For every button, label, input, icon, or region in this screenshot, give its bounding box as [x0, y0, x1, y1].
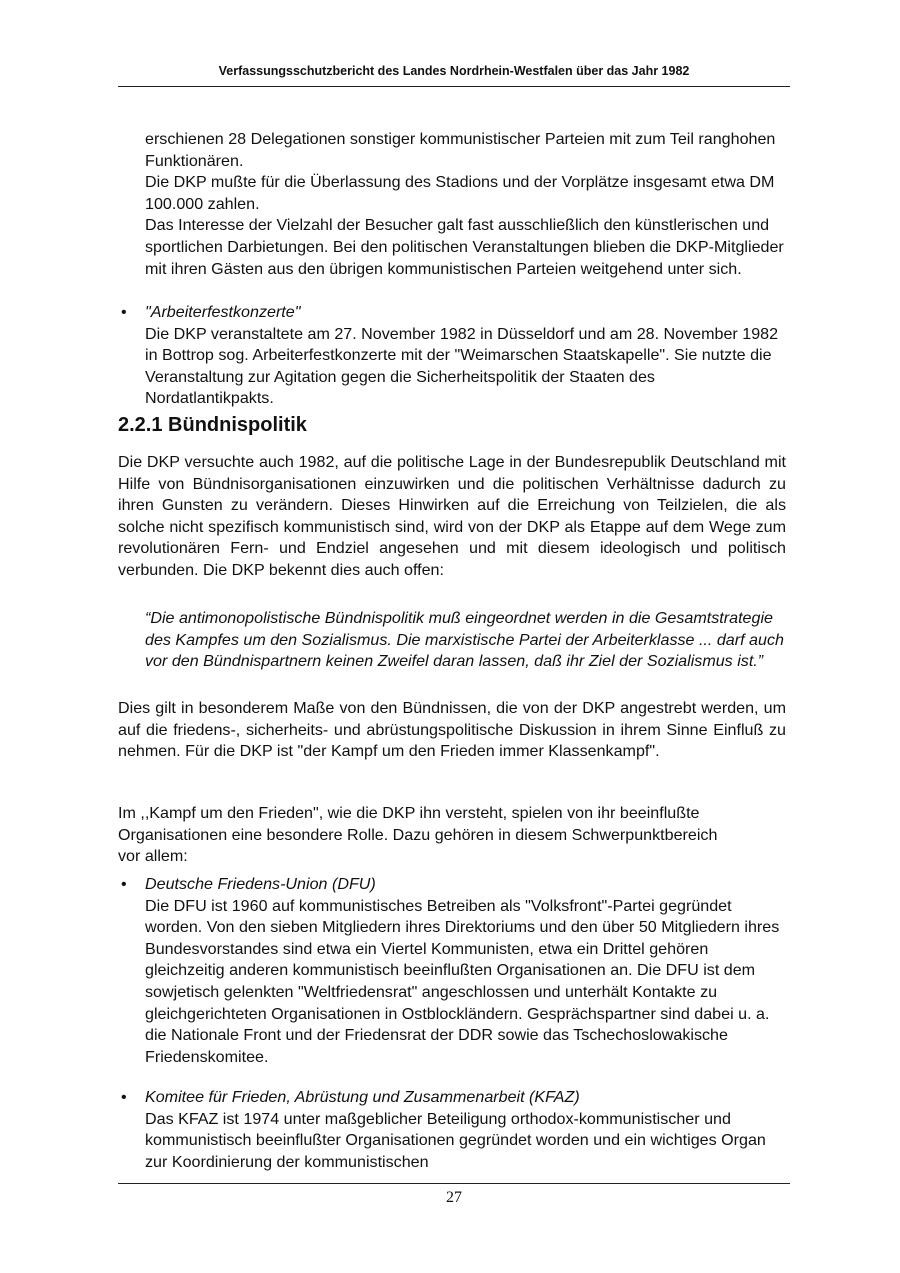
bullet-glyph: •: [121, 876, 127, 893]
list-item-title: "Arbeiterfestkonzerte": [145, 303, 301, 321]
intro-paragraph-3: Das Interesse der Vielzahl der Besucher galt fast ausschließlich den künstlerischen und sportlichen Darbietungen. Bei den politischen Veranstaltungen blieben die DKP-Mitglieder mit ihren Gästen aus den übrigen kommunistischen Parteien weitgehend unter sich.: [145, 216, 784, 278]
bullet-glyph: •: [121, 1089, 127, 1106]
footer-rule: [118, 1183, 790, 1184]
section-paragraph-1: Die DKP versuchte auch 1982, auf die politische Lage in der Bundesrepublik Deutschland mit Hilfe von Bündnisorganisationen einzuwirken und die politischen Verhältnisse dadurch zu ihren Gunsten zu verändern. Dieses Hinwirken auf die Erreichung von Teilzielen, die als solche nicht spezifisch kommunistisch sind, wird von der DKP als Etappe auf dem Wege zum revolutionären Fern- und Endziel angesehen und mit diesem ideologisch und politisch verbunden. Die DKP bekennt dies auch offen:: [118, 453, 786, 579]
list-item-title: Deutsche Friedens-Union (DFU): [145, 875, 376, 893]
section-paragraph-2: Dies gilt in besonderem Maße von den Bündnissen, die von der DKP angestrebt werden, um auf die friedens-, sicherheits- und abrüstungspolitische Diskussion in ihrem Sinne Einfluß zu nehmen. Für die DKP ist "der Kampf um den Frieden immer Klassenkampf".: [118, 699, 786, 761]
intro-block: [145, 129, 785, 280]
list-item-text: Das KFAZ ist 1974 unter maßgeblicher Beteiligung orthodox-kommunistischer und kommunistisch beeinflußter Organisationen gegründet worden und ein wichtiges Organ zur Koordinierung der kommunistischen: [145, 1109, 766, 1171]
intro-paragraph-1: erschienen 28 Delegationen sonstiger kommunistischer Parteien mit zum Teil ranghohen Funktionären.: [145, 130, 776, 170]
list-item-title: Komitee für Frieden, Abrüstung und Zusammenarbeit (KFAZ): [145, 1088, 580, 1106]
list-item-arbeiterfestkonzerte: [145, 302, 785, 410]
intro-paragraph-2: Die DKP mußte für die Überlassung des Stadions und der Vorplätze insgesamt etwa DM 100.000 zahlen.: [145, 173, 775, 213]
page-number: 27: [446, 1189, 462, 1206]
list-item-kfaz: [145, 1087, 785, 1173]
list-item-dfu: [145, 874, 785, 1068]
list-item-text: Die DKP veranstaltete am 27. November 1982 in Düsseldorf und am 28. November 1982 in Bottrop sog. Arbeiterfestkonzerte mit der "Weimarschen Staatskapelle". Sie nutzte die Veranstaltung zur Agitation gegen die Sicherheitspolitik der Staaten des Nordatlantikpakts.: [145, 324, 779, 408]
list-item-text: Die DFU ist 1960 auf kommunistisches Betreiben als "Volksfront"-Partei gegründet worden. Von den sieben Mitgliedern ihres Direktoriums und den über 50 Mitgliedern ihres Bundesvorstandes sind etwa ein Viertel Kommunisten, etwa ein Drittel gehören gleichzeitig anderen kommunistisch beeinflußten Organisationen an. Die DFU ist dem sowjetisch gelenkten "Weltfriedensrat" angeschlossen und unterhält Kontakte zu gleichgerichteten Organisationen in Ostblockländern. Gesprächspartner sind dabei u. a. die Nationale Front und der Friedensrat der DDR sowie das Tschechoslowakische Friedenskomitee.: [145, 896, 780, 1066]
header-rule: [118, 86, 790, 87]
block-quote: “Die antimonopolistische Bündnispolitik muß eingeordnet werden in die Gesamtstrategie des Kampfes um den Sozialismus. Die marxistische Partei der Arbeiterklasse ... darf auch vor den Bündnispartnern keinen Zweifel daran lassen, daß ihr Ziel der Sozialismus ist.”: [145, 609, 784, 671]
section-paragraph-3: Im ,,Kampf um den Frieden", wie die DKP ihn versteht, spielen von ihr beeinflußte Organisationen eine besondere Rolle. Dazu gehören in diesem Schwerpunktbereich vor allem:: [118, 804, 718, 866]
running-header: Verfassungsschutzbericht des Landes Nordrhein-Westfalen über das Jahr 1982: [218, 64, 690, 78]
section-heading: 2.2.1 Bündnispolitik: [118, 414, 307, 436]
bullet-glyph: •: [121, 304, 127, 321]
